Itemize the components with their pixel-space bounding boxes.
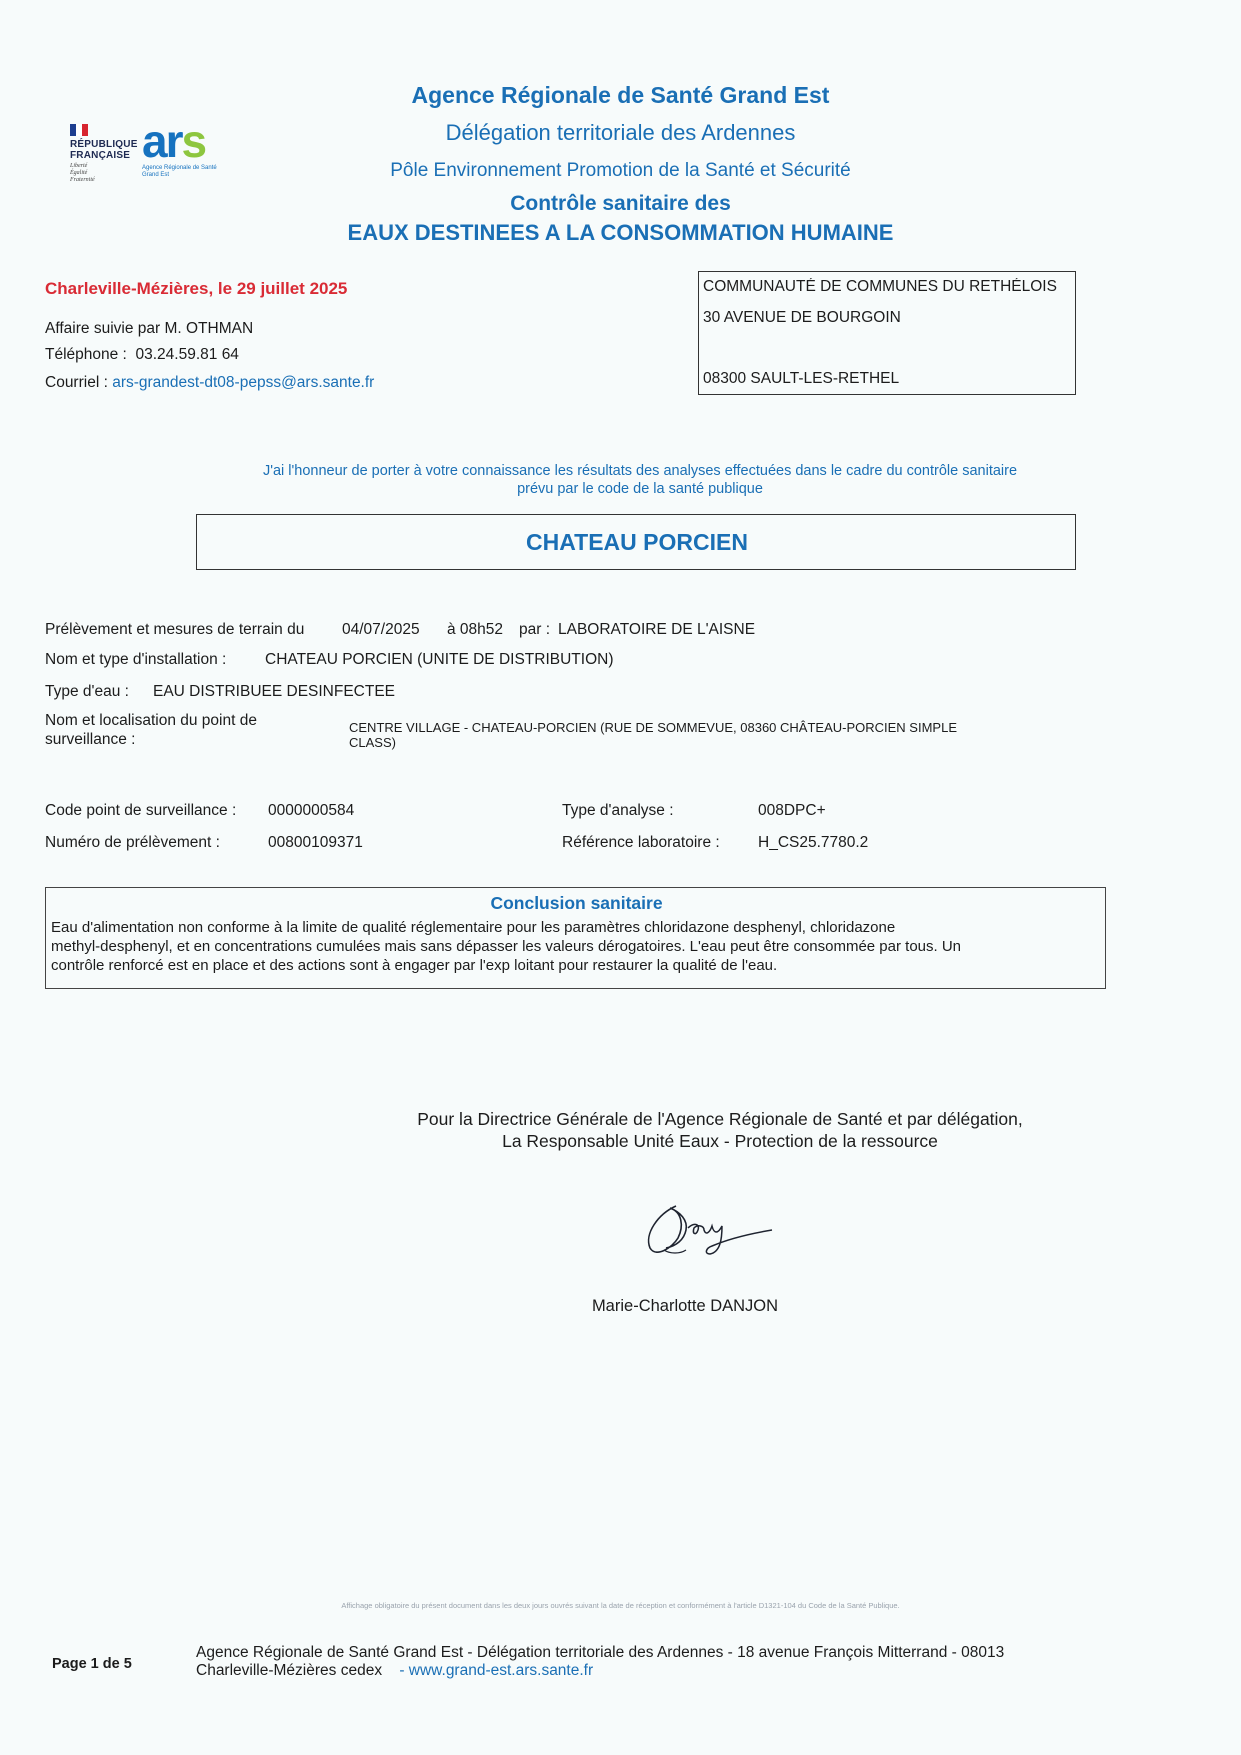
conclusion-box xyxy=(45,887,1106,989)
intro-line2: prévu par le code de la santé publique xyxy=(517,481,763,497)
point-label-line2: surveillance : xyxy=(45,731,136,748)
ars-sub1: Agence Régionale de Santé xyxy=(142,165,217,171)
sampling-label: Prélèvement et mesures de terrain du xyxy=(45,621,305,638)
courriel-link[interactable]: ars-grandest-dt08-pepss@ars.sante.fr xyxy=(112,374,375,391)
footer-website-link[interactable]: - www.grand-est.ars.sante.fr xyxy=(399,1662,594,1679)
sampling-by-label: par : xyxy=(519,621,551,638)
analysis-type-value: 008DPC+ xyxy=(758,802,826,819)
water-type-label: Type d'eau : xyxy=(45,683,129,700)
letter-date: Charleville-Mézières, le 29 juillet 2025 xyxy=(45,279,348,298)
courriel-line xyxy=(45,374,374,392)
sampling-time: à 08h52 xyxy=(447,621,504,638)
signature-block xyxy=(390,1108,1050,1152)
point-label xyxy=(45,711,257,749)
analysis-type-label: Type d'analyse : xyxy=(562,802,674,819)
sampling-lab: LABORATOIRE DE L'AISNE xyxy=(558,621,756,638)
intro-text xyxy=(150,462,1130,498)
point-label-line1: Nom et localisation du point de xyxy=(45,712,257,729)
code-point-value: 0000000584 xyxy=(268,802,355,819)
lab-reference-label: Référence laboratoire : xyxy=(562,834,720,851)
footer-line1: Agence Régionale de Santé Grand Est - Délégation territoriale des Ardennes - 18 avenue François Mitterrand - 08013 xyxy=(196,1644,1005,1661)
code-point-label: Code point de surveillance : xyxy=(45,802,237,819)
affaire-suivie: Affaire suivie par M. OTHMAN xyxy=(45,320,254,337)
intro-line1: J'ai l'honneur de porter à votre connaissance les résultats des analyses effectuées dans le cadre du contrôle sanitaire xyxy=(262,463,1018,479)
footer-line2 xyxy=(196,1662,1096,1680)
document-title-2: EAUX DESTINEES A LA CONSOMMATION HUMAINE xyxy=(347,220,894,245)
signer-name: Marie-Charlotte DANJON xyxy=(591,1297,779,1315)
handwritten-signature xyxy=(636,1196,776,1266)
point-value-line2: CLASS) xyxy=(349,735,396,750)
recipient-line1: COMMUNAUTÉ DE COMMUNES DU RETHÉLOIS xyxy=(703,278,1057,295)
footer-address xyxy=(196,1644,1096,1680)
point-value-line1: CENTRE VILLAGE - CHATEAU-PORCIEN (RUE DE SOMMEVUE, 08360 CHÂTEAU-PORCIEN SIMPLE xyxy=(349,720,957,735)
commune-box xyxy=(196,514,1076,570)
agency-title: Agence Régionale de Santé Grand Est xyxy=(411,82,830,108)
pole-title: Pôle Environnement Promotion de la Santé et Sécurité xyxy=(390,160,851,181)
ars-word-s: s xyxy=(181,115,206,167)
ars-sub2: Grand Est xyxy=(142,172,170,178)
mandatory-display-notice: Affichage obligatoire du présent document dans les deux jours ouvrés suivant la date de réception et conformément à l'article D1321-104 du Code de la Santé Publique. xyxy=(341,1601,900,1610)
motto-egalite: Égalité xyxy=(70,170,88,176)
water-type-value: EAU DISTRIBUEE DESINFECTEE xyxy=(153,683,396,700)
telephone-line xyxy=(45,346,239,364)
installation-value: CHATEAU PORCIEN (UNITE DE DISTRIBUTION) xyxy=(265,651,614,668)
commune-name: CHATEAU PORCIEN xyxy=(526,529,748,555)
rf-line2: FRANÇAISE xyxy=(70,150,131,161)
telephone-value: 03.24.59.81 64 xyxy=(135,346,239,363)
conclusion-line3: contrôle renforcé est en place et des actions sont à engager par l'exp loitant pour restaurer la qualité de l'eau. xyxy=(51,957,778,974)
footer-city: Charleville-Mézières cedex xyxy=(196,1662,383,1679)
rf-line1: RÉPUBLIQUE xyxy=(70,139,138,150)
recipient-line3: 08300 SAULT-LES-RETHEL xyxy=(703,370,900,387)
conclusion-title: Conclusion sanitaire xyxy=(490,893,663,913)
page-number: Page 1 de 5 xyxy=(52,1656,132,1672)
motto-fraternite: Fraternité xyxy=(70,177,95,183)
signature-line2: La Responsable Unité Eaux - Protection de la ressource xyxy=(502,1131,938,1151)
sampling-date: 04/07/2025 xyxy=(342,621,420,638)
conclusion-line2: methyl-desphenyl, et en concentrations cumulées mais sans dépasser les valeurs dérogatoires. L'eau peut être consommée par tous. Un xyxy=(51,938,962,955)
document-title-1: Contrôle sanitaire des xyxy=(510,192,731,215)
recipient-address-box xyxy=(698,271,1076,395)
recipient-line2: 30 AVENUE DE BOURGOIN xyxy=(703,309,901,326)
delegation-title: Délégation territoriale des Ardennes xyxy=(445,120,796,145)
ars-word-ar: ar xyxy=(142,115,182,167)
courriel-label: Courriel : xyxy=(45,374,108,391)
telephone-label: Téléphone : xyxy=(45,346,127,363)
conclusion-line1: Eau d'alimentation non conforme à la limite de qualité réglementaire pour les paramètres chloridazone desphenyl, chloridazone xyxy=(51,919,896,936)
signature-line1: Pour la Directrice Générale de l'Agence Régionale de Santé et par délégation, xyxy=(417,1109,1023,1129)
conclusion-text xyxy=(51,918,1101,975)
motto-liberte: Liberté xyxy=(70,163,88,169)
sample-number-value: 00800109371 xyxy=(268,834,363,851)
point-value xyxy=(349,720,957,750)
lab-reference-value: H_CS25.7780.2 xyxy=(758,834,869,851)
sample-number-label: Numéro de prélèvement : xyxy=(45,834,220,851)
installation-label: Nom et type d'installation : xyxy=(45,651,227,668)
